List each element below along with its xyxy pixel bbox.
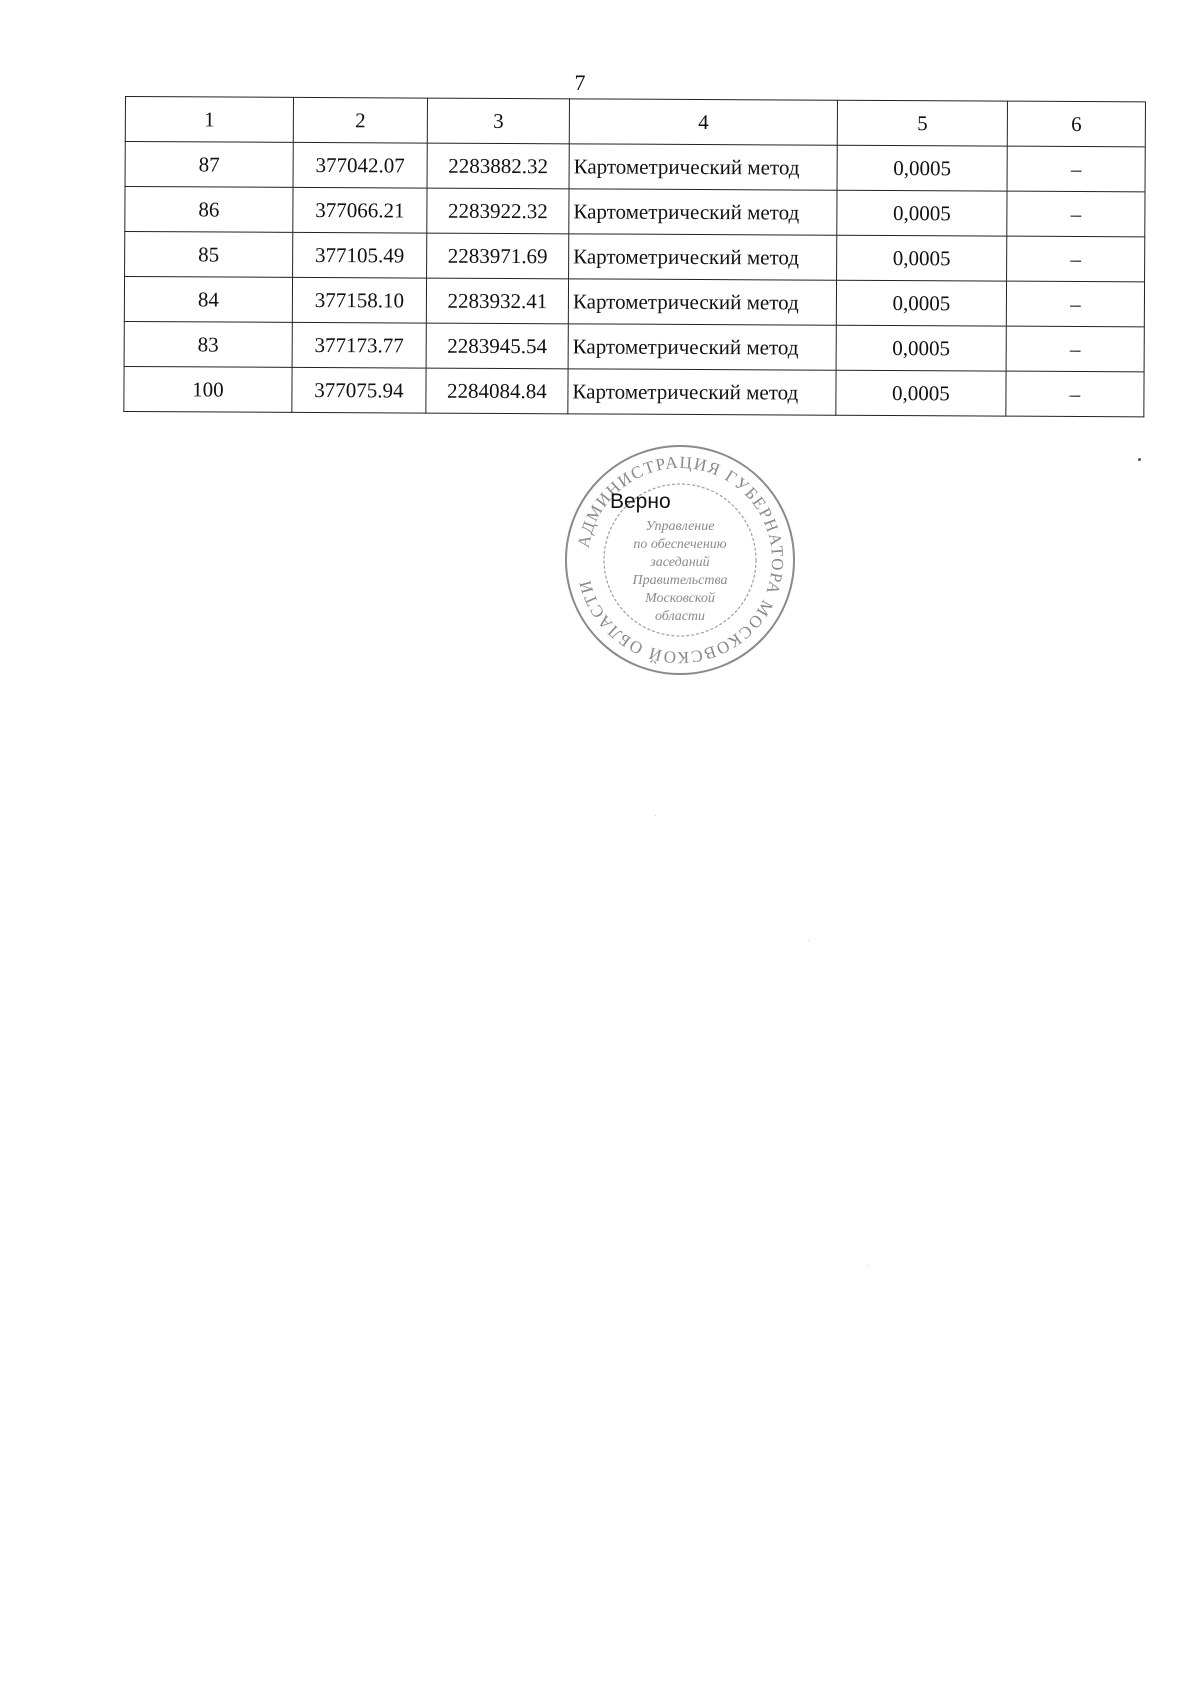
column-header: 1 — [125, 97, 293, 143]
stamp-line: Московской — [645, 591, 715, 606]
table-row — [124, 366, 1144, 416]
point-number-cell: 86 — [125, 187, 293, 233]
scan-speck — [808, 940, 809, 941]
accuracy-cell: 0,0005 — [837, 235, 1007, 281]
stamp-line: Правительства — [632, 573, 728, 588]
coordinates-table — [123, 96, 1146, 417]
x-coordinate-cell: 377105.49 — [293, 232, 427, 278]
scan-speck — [1138, 458, 1141, 461]
method-cell: Картометрический метод — [568, 279, 836, 325]
note-cell: – — [1006, 281, 1144, 327]
point-number-cell: 85 — [125, 232, 293, 278]
y-coordinate-cell: 2283932.41 — [426, 278, 568, 324]
y-coordinate-cell: 2283971.69 — [427, 233, 569, 279]
stamp-line: заседаний — [650, 555, 710, 570]
y-coordinate-cell: 2284084.84 — [426, 368, 568, 414]
stamp-line: области — [654, 609, 706, 624]
y-coordinate-cell: 2283945.54 — [426, 323, 568, 369]
page-number: 7 — [574, 70, 586, 95]
x-coordinate-cell: 377158.10 — [292, 277, 426, 323]
stamp-line: Управление — [645, 519, 715, 534]
x-coordinate-cell: 377066.21 — [293, 187, 427, 233]
x-coordinate-cell: 377173.77 — [292, 322, 426, 368]
method-cell: Картометрический метод — [568, 324, 836, 370]
x-coordinate-cell: 377042.07 — [293, 142, 427, 188]
official-stamp — [560, 440, 800, 680]
method-cell: Картометрический метод — [569, 234, 837, 280]
y-coordinate-cell: 2283922.32 — [427, 188, 569, 234]
scan-speck — [655, 815, 656, 816]
x-coordinate-cell: 377075.94 — [292, 367, 426, 413]
point-number-cell: 87 — [125, 142, 293, 188]
accuracy-cell: 0,0005 — [837, 190, 1007, 236]
note-cell: – — [1007, 236, 1145, 282]
stamp-line: по обеспечению — [633, 537, 727, 552]
point-number-cell: 83 — [124, 321, 292, 367]
stamp-inner-text — [600, 518, 760, 626]
point-number-cell: 100 — [124, 366, 292, 412]
method-cell: Картометрический метод — [569, 189, 837, 235]
method-cell: Картометрический метод — [568, 369, 836, 415]
note-cell: – — [1006, 326, 1144, 372]
note-cell: – — [1007, 191, 1145, 237]
scan-speck — [868, 1265, 869, 1266]
table-row — [125, 187, 1145, 237]
column-header: 6 — [1007, 101, 1145, 147]
column-header: 3 — [427, 98, 569, 144]
table-row — [124, 321, 1144, 371]
table-row — [124, 277, 1144, 327]
certification-text: Верно — [610, 490, 671, 513]
table-row — [125, 232, 1145, 282]
accuracy-cell: 0,0005 — [836, 280, 1006, 326]
table-header-row — [125, 97, 1145, 147]
accuracy-cell: 0,0005 — [837, 145, 1007, 191]
accuracy-cell: 0,0005 — [836, 370, 1006, 416]
accuracy-cell: 0,0005 — [836, 325, 1006, 371]
column-header: 2 — [293, 97, 427, 143]
y-coordinate-cell: 2283882.32 — [427, 143, 569, 189]
point-number-cell: 84 — [124, 277, 292, 323]
note-cell: – — [1006, 371, 1144, 417]
note-cell: – — [1007, 146, 1145, 192]
stamp-ring-text: АДМИНИСТРАЦИЯ ГУБЕРНАТОРА МОСКОВСКОЙ ОБЛАСТИ — [573, 452, 788, 668]
method-cell: Картометрический метод — [569, 144, 837, 190]
column-header: 4 — [569, 99, 837, 145]
column-header: 5 — [837, 100, 1007, 146]
table-row — [125, 142, 1145, 192]
